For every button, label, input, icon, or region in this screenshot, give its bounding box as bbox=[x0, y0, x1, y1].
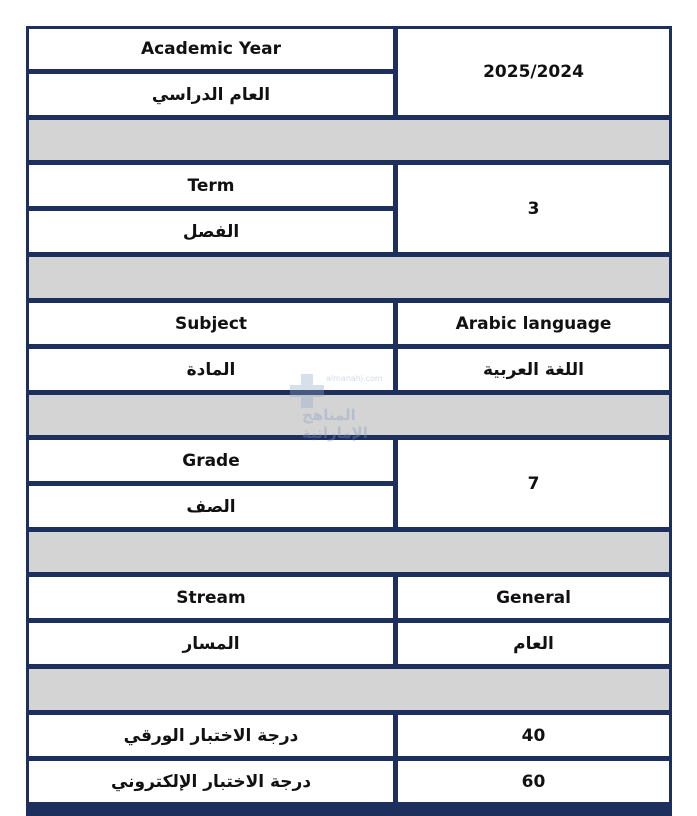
paper-exam-label: درجة الاختبار الورقي bbox=[29, 715, 393, 756]
separator-band bbox=[29, 257, 669, 298]
stream-label-ar: المسار bbox=[29, 623, 393, 664]
subject-label-en: Subject bbox=[29, 303, 393, 344]
term-value: 3 bbox=[398, 165, 669, 252]
term-label-ar: الفصل bbox=[29, 211, 393, 252]
academic-year-label-ar: العام الدراسي bbox=[29, 74, 393, 115]
academic-year-label-en: Academic Year bbox=[29, 29, 393, 69]
subject-label-ar: المادة bbox=[29, 349, 393, 390]
electronic-exam-value: 60 bbox=[398, 761, 669, 802]
watermark-url: almanahj.com bbox=[326, 374, 383, 383]
grade-value: 7 bbox=[398, 440, 669, 527]
separator-band bbox=[29, 669, 669, 710]
paper-exam-value: 40 bbox=[398, 715, 669, 756]
subject-value-en: Arabic language bbox=[398, 303, 669, 344]
term-label-en: Term bbox=[29, 165, 393, 206]
watermark bbox=[290, 372, 420, 442]
separator-band bbox=[29, 120, 669, 160]
electronic-exam-label: درجة الاختبار الإلكتروني bbox=[29, 761, 393, 802]
plus-cross-icon bbox=[290, 374, 324, 408]
stream-value-ar: العام bbox=[398, 623, 669, 664]
watermark-text: المناهج الإماراتية bbox=[302, 406, 368, 442]
subject-value-ar: اللغة العربية bbox=[398, 349, 669, 390]
stream-label-en: Stream bbox=[29, 577, 393, 618]
grade-label-ar: الصف bbox=[29, 486, 393, 527]
grade-label-en: Grade bbox=[29, 440, 393, 481]
stream-value-en: General bbox=[398, 577, 669, 618]
separator-band bbox=[29, 532, 669, 572]
academic-year-value: 2025/2024 bbox=[398, 29, 669, 115]
